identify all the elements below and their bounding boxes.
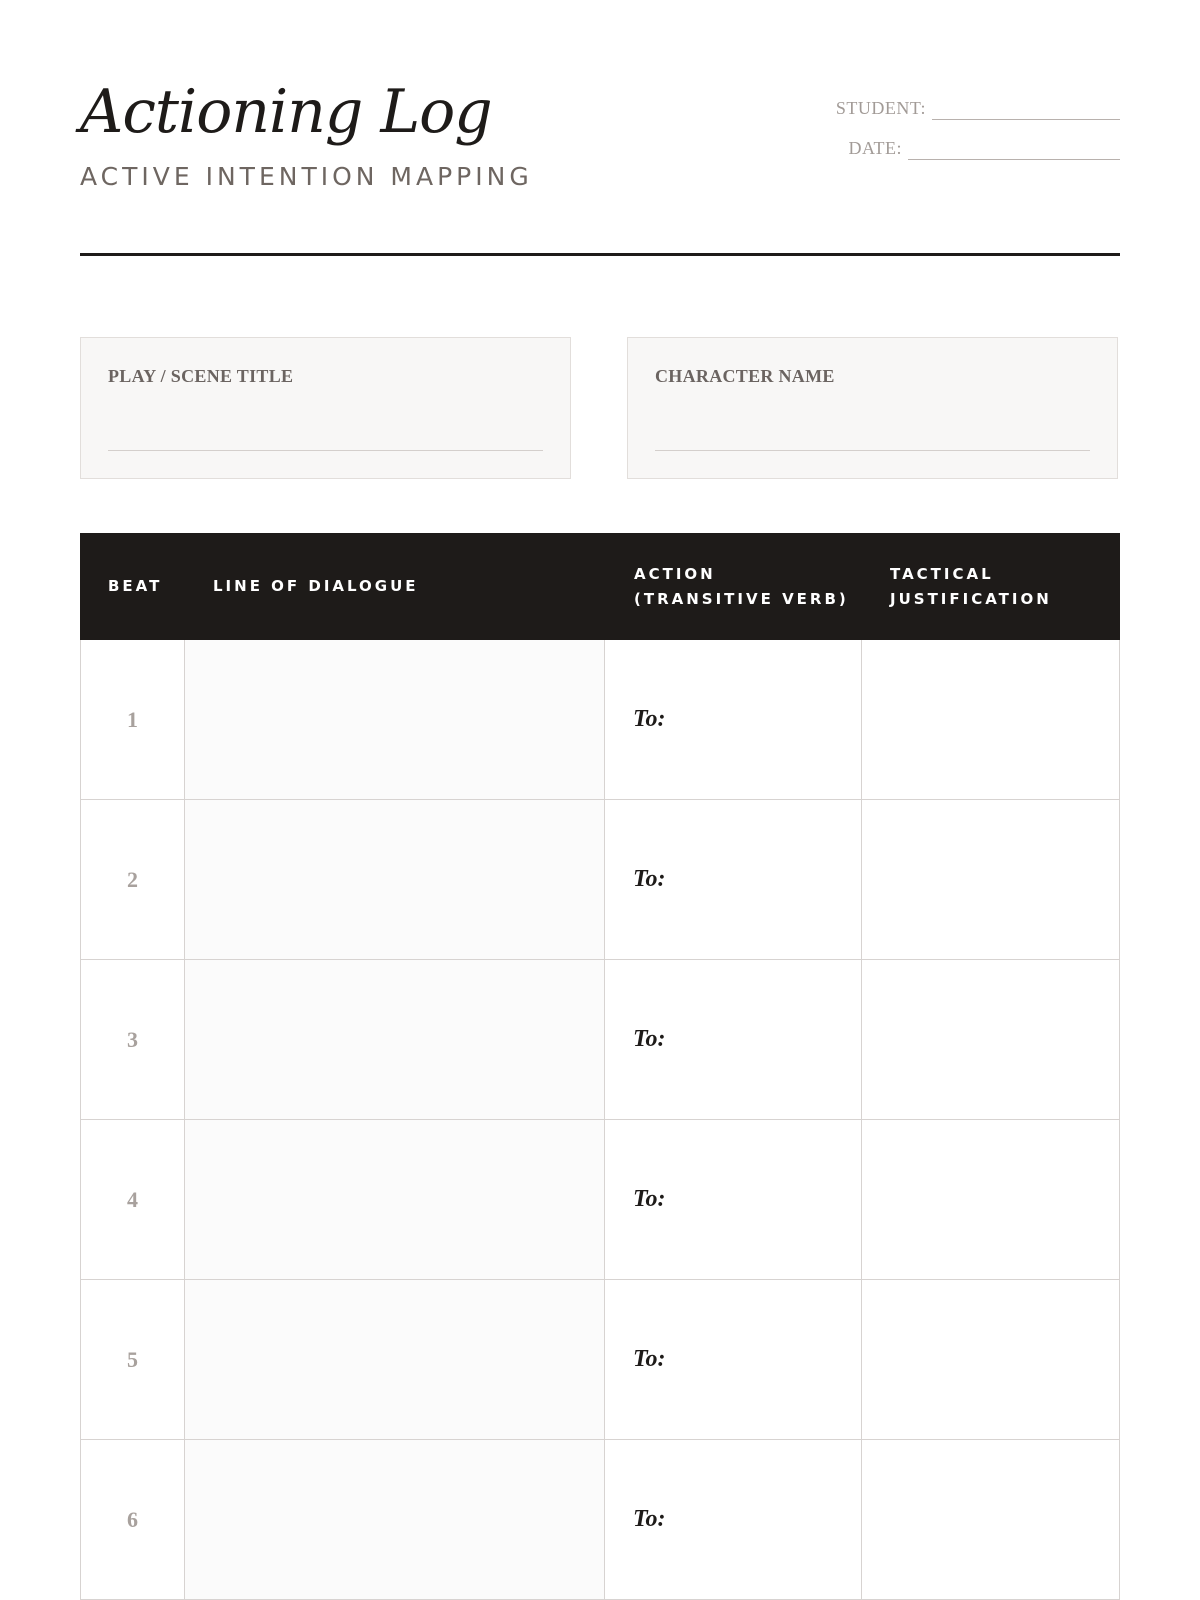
column-header-action-line1: ACTION (634, 564, 716, 583)
action-cell[interactable] (605, 1120, 862, 1280)
justification-cell[interactable] (862, 800, 1120, 960)
header-divider (80, 253, 1120, 256)
beat-number: 1 (127, 706, 138, 732)
column-header-action-line2: (TRANSITIVE VERB) (634, 589, 849, 608)
date-label: DATE: (848, 138, 902, 158)
table-row (80, 1440, 1120, 1600)
actioning-table (80, 533, 1120, 1600)
beat-cell (80, 1440, 185, 1600)
action-prefix: To: (633, 866, 666, 892)
table-row (80, 1120, 1120, 1280)
play-title-field[interactable] (108, 450, 543, 451)
play-title-box (80, 337, 571, 479)
action-prefix: To: (633, 1506, 666, 1532)
student-field[interactable] (932, 103, 1120, 120)
action-prefix: To: (633, 706, 666, 732)
action-cell[interactable] (605, 1440, 862, 1600)
justification-cell[interactable] (862, 1440, 1120, 1600)
beat-cell (80, 640, 185, 800)
beat-number: 5 (127, 1346, 138, 1372)
column-header-beat-text: BEAT (108, 577, 163, 595)
beat-cell (80, 1280, 185, 1440)
beat-number: 4 (127, 1186, 138, 1212)
play-title-label: PLAY / SCENE TITLE (108, 366, 294, 386)
column-header-beat (108, 533, 162, 640)
beat-number: 6 (127, 1506, 138, 1532)
student-label: STUDENT: (835, 98, 926, 118)
page-subtitle: ACTIVE INTENTION MAPPING (80, 162, 533, 191)
beat-cell (80, 1120, 185, 1280)
student-meta (800, 80, 1120, 160)
dialogue-cell[interactable] (185, 960, 605, 1120)
column-header-dialogue-text: LINE OF DIALOGUE (213, 577, 419, 595)
action-prefix: To: (633, 1186, 666, 1212)
table-body (80, 640, 1120, 1600)
table-row (80, 1280, 1120, 1440)
action-cell[interactable] (605, 800, 862, 960)
date-field[interactable] (908, 143, 1120, 160)
justification-cell[interactable] (862, 1120, 1120, 1280)
page-title: Actioning Log (80, 77, 492, 147)
beat-number: 2 (127, 866, 138, 892)
action-cell[interactable] (605, 960, 862, 1120)
character-name-field[interactable] (655, 450, 1090, 451)
column-header-justification-line2: JUSTIFICATION (890, 589, 1052, 608)
action-prefix: To: (633, 1026, 666, 1052)
table-header (80, 533, 1120, 640)
justification-cell[interactable] (862, 960, 1120, 1120)
dialogue-cell[interactable] (185, 1120, 605, 1280)
action-prefix: To: (633, 1346, 666, 1372)
justification-cell[interactable] (862, 1280, 1120, 1440)
dialogue-cell[interactable] (185, 800, 605, 960)
student-row (800, 80, 1120, 120)
date-row (800, 120, 1120, 160)
beat-cell (80, 800, 185, 960)
beat-number: 3 (127, 1026, 138, 1052)
column-header-justification (890, 533, 1052, 640)
column-header-dialogue (213, 533, 419, 640)
action-cell[interactable] (605, 640, 862, 800)
table-row (80, 800, 1120, 960)
character-name-label: CHARACTER NAME (655, 366, 835, 386)
table-row (80, 960, 1120, 1120)
dialogue-cell[interactable] (185, 1440, 605, 1600)
action-cell[interactable] (605, 1280, 862, 1440)
column-header-action (634, 533, 849, 640)
beat-cell (80, 960, 185, 1120)
table-row (80, 640, 1120, 800)
dialogue-cell[interactable] (185, 1280, 605, 1440)
justification-cell[interactable] (862, 640, 1120, 800)
character-name-box (627, 337, 1118, 479)
column-header-justification-line1: TACTICAL (890, 564, 994, 583)
dialogue-cell[interactable] (185, 640, 605, 800)
